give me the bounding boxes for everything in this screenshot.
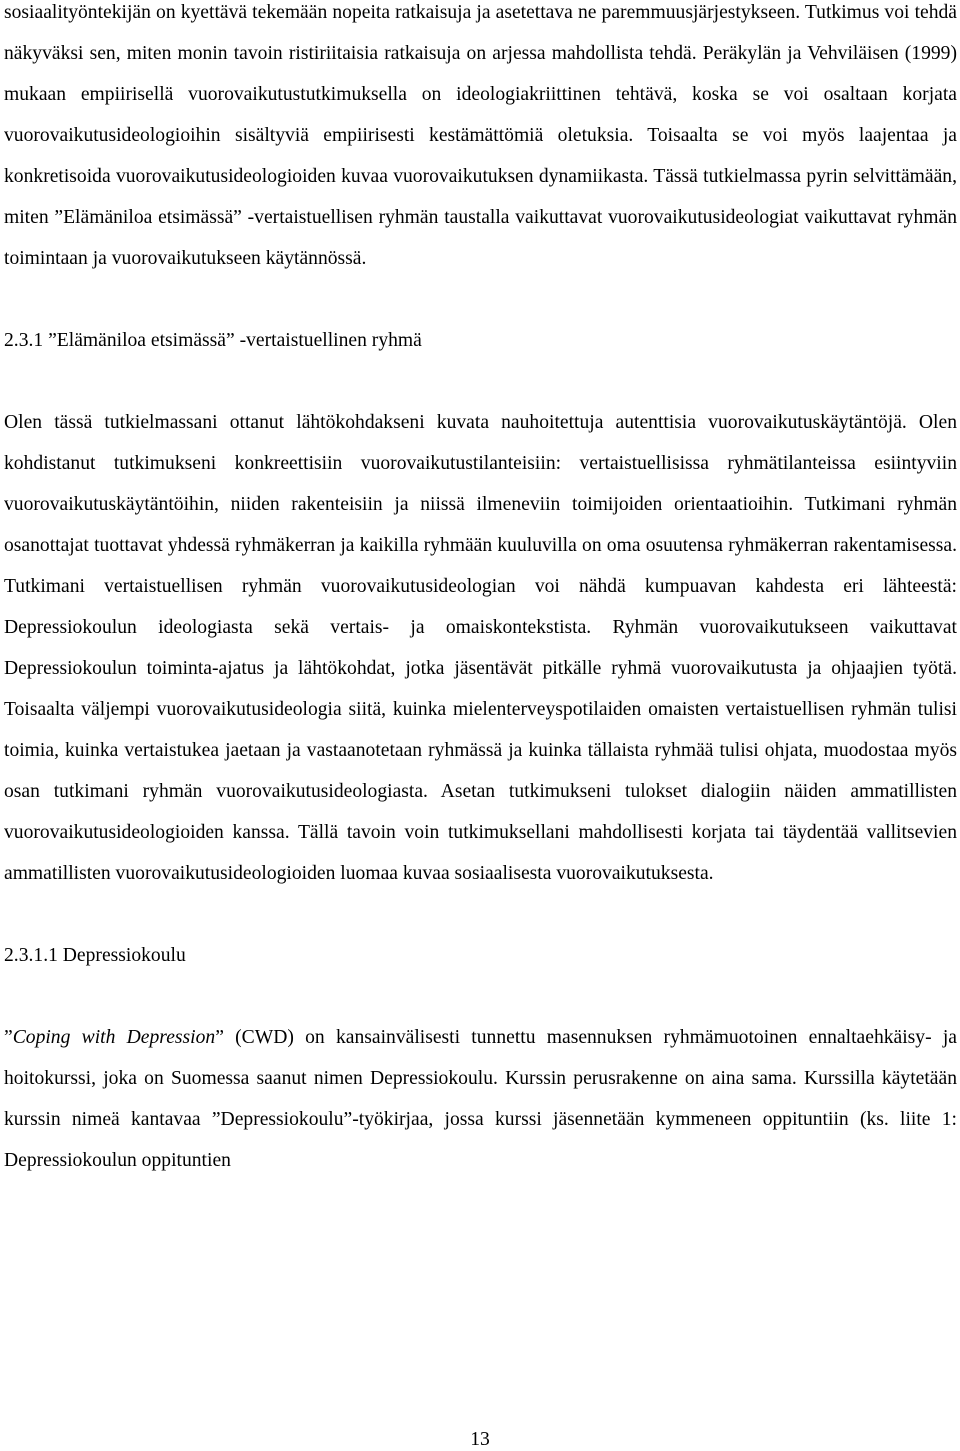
opening-quote: ” (4, 1027, 13, 1048)
page-number: 13 (470, 1429, 490, 1450)
body-paragraph-last (4, 1017, 957, 1181)
italic-book-title: Coping with Depression (12, 1027, 216, 1048)
document-page (4, 0, 957, 1181)
section-heading-2-3-1: 2.3.1 ”Elämäniloa etsimässä” -vertaistuellinen ryhmä (4, 330, 422, 351)
body-paragraph-middle: Olen tässä tutkielmassani ottanut lähtökohdakseni kuvata nauhoitettuja autenttisia vuorovaikutuskäytäntöjä. Olen kohdistanut tutkimukseni konkreettisiin vuorovaikutustilanteisiin: vertaistuellisissa ryhmätilanteissa esiintyviin vuorovaikutuskäytäntöihin, niiden rakenteisiin ja niissä ilmeneviin toimijoiden orientaatioihin. Tutkimani ryhmän osanottajat tuottavat yhdessä ryhmäkerran ja kaikilla ryhmään kuuluvilla on oma osuutensa ryhmäkerran rakentamisessa. Tutkimani vertaistuellisen ryhmän vuorovaikutusideologian voi nähdä kumpuavan kahdesta eri lähteestä: Depressiokoulun ideologiasta sekä vertais- ja omaiskontekstista. Ryhmän vuorovaikutukseen vaikuttavat Depressiokoulun toiminta-ajatus ja lähtökohdat, jotka jäsentävät pitkälle ryhmä vuorovaikutusta ja ohjaajien työtä. Toisaalta väljempi vuorovaikutusideologia siitä, kuinka mielenterveyspotilaiden omaisten vertaistuellisen ryhmän tulisi toimia, kuinka vertaistukea jaetaan ja vastaanotetaan ryhmässä ja kuinka tällaista ryhmää tulisi ohjata, muodostaa myös osan tutkimani ryhmän vuorovaikutusideologiasta. Asetan tutkimukseni tulokset dialogiin näiden ammatillisten vuorovaikutusideologioiden kanssa. Tällä tavoin voin tutkimuksellani mahdollisesti korjata tai täydentää vallitsevien ammatillisten vuorovaikutusideologioiden luomaa kuvaa sosiaalisesta vuorovaikutuksesta. (4, 412, 957, 884)
body-paragraph-top: sosiaalityöntekijän on kyettävä tekemään nopeita ratkaisuja ja asetettava ne paremmuusjärjestykseen. Tutkimus voi tehdä näkyväksi sen, miten monin tavoin ristiriitaisia ratkaisuja on arjessa mahdollista tehdä. Peräkylän ja Vehviläisen (1999) mukaan empiirisellä vuorovaikutustutkimuksella on ideologiakriittinen tehtävä, koska se voi osaltaan korjata vuorovaikutusideologioihin sisältyviä empiirisesti kestämättömiä oletuksia. Toisaalta se voi myös laajentaa ja konkretisoida vuorovaikutusideologioiden kuvaa vuorovaikutuksen dynamiikasta. Tässä tutkielmassa pyrin selvittämään, miten ”Elämäniloa etsimässä” -vertaistuellisen ryhmän taustalla vaikuttavat vuorovaikutusideologiat vaikuttavat ryhmän toimintaan ja vuorovaikutukseen käytännössä. (4, 2, 957, 269)
paragraph-last-text: ” (CWD) on kansainvälisesti tunnettu masennuksen ryhmämuotoinen ennaltaehkäisy- ja hoitokurssi, joka on Suomessa saanut nimen Depressiokoulu. Kurssin perusrakenne on aina sama. Kurssilla käytetään kurssin nimeä kantavaa ”Depressiokoulu”-työkirjaa, jossa kurssi jäsennetään kymmeneen oppituntiin (ks. liite 1: Depressiokoulun oppituntien (4, 1027, 958, 1171)
section-heading-2-3-1-1: 2.3.1.1 Depressiokoulu (4, 945, 186, 966)
